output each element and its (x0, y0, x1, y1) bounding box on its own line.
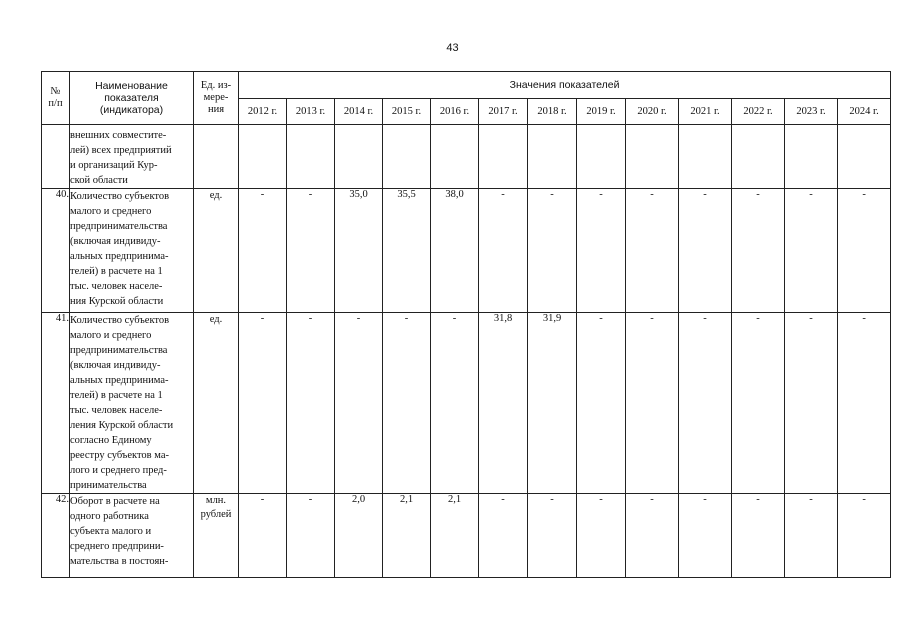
indicator-value (239, 125, 287, 189)
indicator-value: - (626, 313, 679, 494)
row-number (42, 125, 70, 189)
header-unit-line: ния (207, 104, 225, 115)
indicator-name-line: альных предпринима- (70, 251, 169, 262)
indicator-value: - (679, 494, 732, 578)
indicator-name-line: лого и среднего пред- (70, 465, 167, 476)
indicator-name-line: (включая индивиду- (70, 360, 161, 371)
header-number-line: п/п (48, 98, 63, 109)
header-year: 2020 г. (626, 99, 679, 125)
indicator-name-line: малого и среднего (70, 206, 152, 217)
indicator-value (383, 125, 431, 189)
indicator-value (431, 125, 479, 189)
header-year: 2013 г. (287, 99, 335, 125)
indicator-value (785, 125, 838, 189)
row-number: 41. (42, 313, 70, 494)
indicator-value: 35,0 (335, 189, 383, 313)
indicator-value: 31,9 (528, 313, 577, 494)
header-unit-line: Ед. из- (200, 80, 232, 91)
header-number (42, 72, 70, 125)
header-indicator-name (70, 72, 194, 125)
indicator-value: - (838, 313, 891, 494)
indicator-name-line: ления Курской области (70, 420, 174, 431)
header-year: 2018 г. (528, 99, 577, 125)
indicators-table (41, 71, 891, 578)
indicator-value: - (732, 494, 785, 578)
unit-of-measure (194, 494, 239, 578)
indicator-name-line: и организаций Кур- (70, 160, 158, 171)
indicator-value: - (528, 494, 577, 578)
header-name-line: показателя (104, 92, 159, 104)
indicator-value: - (785, 494, 838, 578)
header-year: 2022 г. (732, 99, 785, 125)
unit-line: млн. (205, 495, 227, 506)
indicator-name-line: (включая индивиду- (70, 236, 161, 247)
indicator-name-line: Количество субъектов (70, 191, 170, 202)
page-number: 43 (446, 42, 459, 54)
indicator-name-line: предпринимательства (70, 345, 168, 356)
indicator-value: 35,5 (383, 189, 431, 313)
indicator-name-line: ния Курской области (70, 296, 164, 307)
indicator-value: - (287, 189, 335, 313)
header-number-line: № (50, 86, 61, 97)
indicator-value (577, 125, 626, 189)
indicator-value: 31,8 (479, 313, 528, 494)
indicator-name-line: одного работника (70, 511, 149, 522)
indicator-name-line: принимательства (70, 480, 147, 491)
indicator-value (528, 125, 577, 189)
indicator-value: - (838, 189, 891, 313)
indicator-name (70, 189, 194, 313)
indicator-name-line: Количество субъектов (70, 315, 170, 326)
indicator-value: 38,0 (431, 189, 479, 313)
indicator-value: - (287, 494, 335, 578)
unit-of-measure (194, 125, 239, 189)
indicator-name (70, 313, 194, 494)
header-year: 2024 г. (838, 99, 891, 125)
indicator-name-line: тыс. человек населе- (70, 405, 163, 416)
indicator-value: - (626, 494, 679, 578)
table-row (42, 494, 891, 578)
indicator-value: - (239, 189, 287, 313)
indicator-value: - (528, 189, 577, 313)
indicator-value (732, 125, 785, 189)
indicator-name (70, 125, 194, 189)
table-row (42, 125, 891, 189)
indicator-name-line: субъекта малого и (70, 526, 152, 537)
indicator-value: - (287, 313, 335, 494)
indicator-name-line: реестру субъектов ма- (70, 450, 169, 461)
indicator-name-line: мательства в постоян- (70, 556, 169, 567)
indicator-value (679, 125, 732, 189)
indicator-value: 2,0 (335, 494, 383, 578)
indicator-name-line: предпринимательства (70, 221, 168, 232)
header-year: 2017 г. (479, 99, 528, 125)
table-row (42, 313, 891, 494)
indicator-value: - (838, 494, 891, 578)
indicator-value: - (785, 313, 838, 494)
header-year: 2016 г. (431, 99, 479, 125)
indicator-name-line: внешних совместите- (70, 130, 167, 141)
header-unit (194, 72, 239, 125)
header-values-title: Значения показателей (239, 72, 891, 99)
header-name-line: (индикатора) (99, 104, 164, 116)
header-year: 2015 г. (383, 99, 431, 125)
header-year: 2014 г. (335, 99, 383, 125)
indicator-value: - (431, 313, 479, 494)
unit-of-measure (194, 189, 239, 313)
row-number: 40. (42, 189, 70, 313)
indicator-value (626, 125, 679, 189)
indicator-value: - (239, 313, 287, 494)
indicator-value: - (479, 494, 528, 578)
indicator-name-line: лей) всех предприятий (70, 145, 172, 156)
indicator-name-line: среднего предприни- (70, 541, 164, 552)
row-number: 42. (42, 494, 70, 578)
indicator-name-line: согласно Единому (70, 435, 152, 446)
header-year: 2012 г. (239, 99, 287, 125)
indicator-value: - (383, 313, 431, 494)
header-name-line: Наименование (95, 80, 168, 92)
indicator-name-line: тыс. человек населе- (70, 281, 163, 292)
indicator-value (838, 125, 891, 189)
indicator-value (287, 125, 335, 189)
indicator-name (70, 494, 194, 578)
header-year: 2019 г. (577, 99, 626, 125)
indicator-name-line: телей) в расчете на 1 (70, 266, 163, 277)
indicator-name-line: малого и среднего (70, 330, 152, 341)
indicator-value: - (577, 494, 626, 578)
indicator-value: - (785, 189, 838, 313)
indicator-value: - (239, 494, 287, 578)
indicator-name-line: альных предпринима- (70, 375, 169, 386)
indicator-value (479, 125, 528, 189)
table-row (42, 189, 891, 313)
indicator-value: - (732, 189, 785, 313)
header-year: 2023 г. (785, 99, 838, 125)
indicator-value: 2,1 (383, 494, 431, 578)
indicator-name-line: Оборот в расчете на (70, 496, 160, 507)
indicator-value: 2,1 (431, 494, 479, 578)
unit-line: рублей (200, 509, 232, 520)
indicator-name-line: телей) в расчете на 1 (70, 390, 163, 401)
indicator-value: - (577, 313, 626, 494)
indicator-value: - (577, 189, 626, 313)
header-unit-line: мере- (203, 92, 229, 103)
unit-line: ед. (209, 190, 223, 201)
header-year: 2021 г. (679, 99, 732, 125)
indicator-value: - (479, 189, 528, 313)
indicator-value (335, 125, 383, 189)
indicator-value: - (732, 313, 785, 494)
unit-line: ед. (209, 314, 223, 325)
indicator-value: - (335, 313, 383, 494)
indicator-value: - (679, 189, 732, 313)
indicator-name-line: ской области (70, 175, 128, 186)
indicator-value: - (679, 313, 732, 494)
unit-of-measure (194, 313, 239, 494)
indicator-value: - (626, 189, 679, 313)
